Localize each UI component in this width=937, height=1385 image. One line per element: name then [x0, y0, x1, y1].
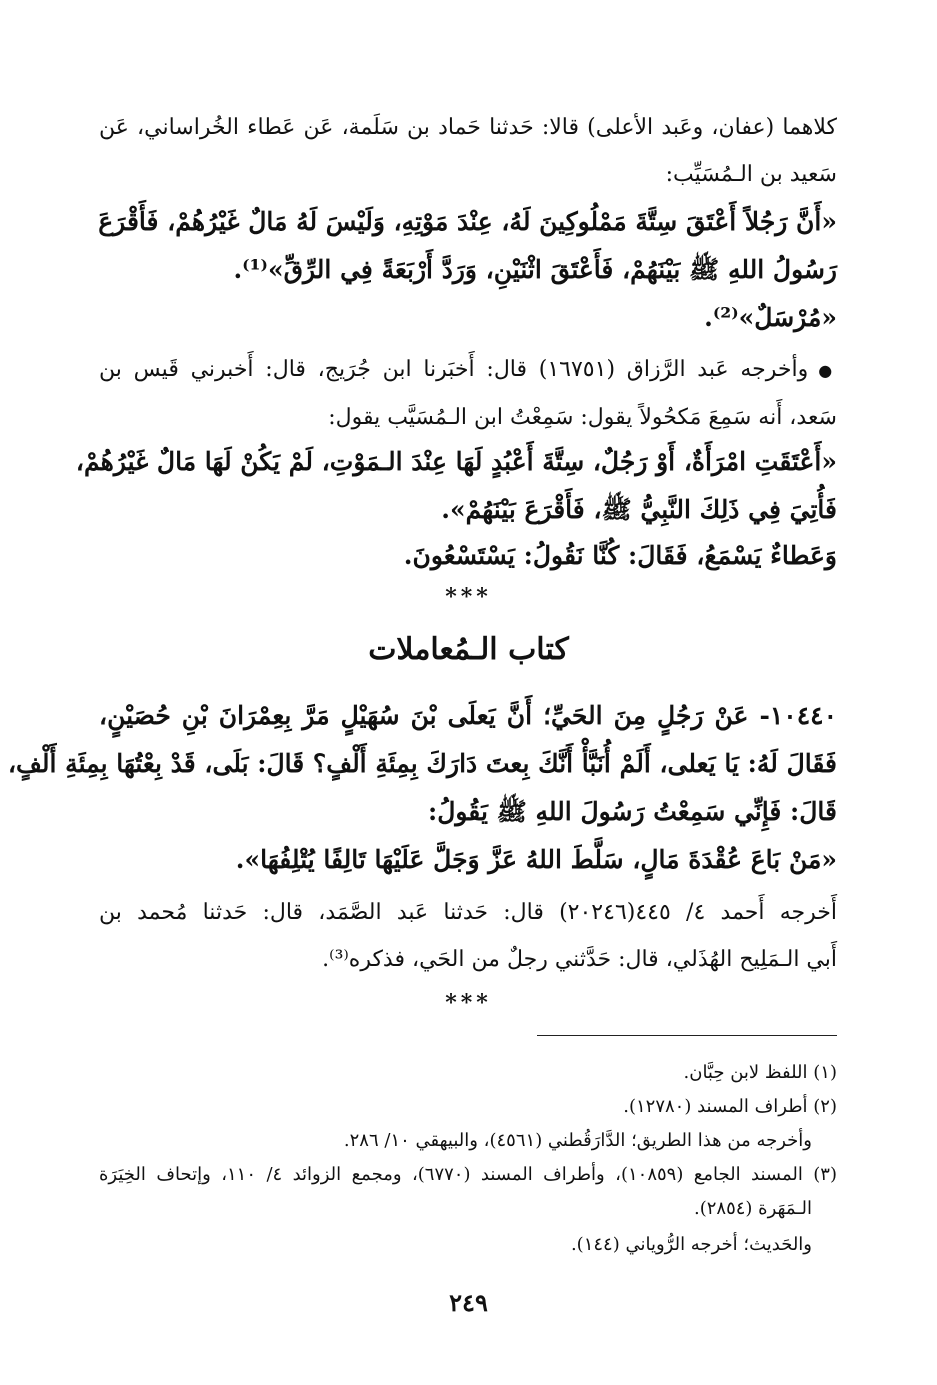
- hadith-text-line: «مَنْ بَاعَ عُقْدَةَ مَالٍ، سَلَّطَ اللهُ عَزَّ وَجَلَّ عَلَيْهَا تَالِفًا يُتْلِفُهَا».: [235, 845, 837, 874]
- hadith-text-line: فَقَالَ لَهُ: يَا يَعلى، أَلَمْ أُنَبَّأْ أَنَّكَ بِعتَ دَارَكَ بِمِئَةِ أَلْفٍ؟ قَالَ: بَلَى، قَدْ بِعْتُهَا بِمِئَةِ أَلْفٍ،: [7, 749, 837, 778]
- hadith-text-line: «أَنَّ رَجُلاً أَعْتَقَ سِتَّةَ مَمْلُوكِينَ لَهُ، عِنْدَ مَوْتِهِ، وَلَيْسَ لَهُ مَالٌ غَيْرُهُمْ، فَأَقْرَعَ: [98, 207, 837, 236]
- takhrij-line: أَخرجه أَحمد ٤/ ٤٤٥(٢٠٢٤٦) قال: حَدثنا عَبد الصَّمَد، قال: حَدثنا مُحمد بن: [99, 900, 838, 925]
- footnote: الـمَهَرة (٢٨٥٤).: [694, 1198, 812, 1219]
- hadith-text-line: فَأُتِيَ فِي ذَلِكَ النَّبِيُّ ﷺ، فَأَقْرَعَ بَيْنَهُمْ».: [441, 495, 837, 524]
- hadith-text-line: «مُرْسَلٌ»⁽²⁾.: [704, 303, 837, 332]
- hadith-text-line: قَالَ: فَإِنِّي سَمِعْتُ رَسُولَ اللهِ ﷺ يَقُولُ:: [427, 797, 837, 826]
- isnad-line: سَعيد بن الـمُسَيِّب:: [665, 162, 837, 187]
- hadith-text-line: ١٠٤٤٠- عَنْ رَجُلٍ مِنَ الحَيِّ؛ أَنَّ يَعلَى بْنَ سُهَيْلٍ مَرَّ بِعِمْرَانَ بْنِ حُصَيْنٍ،: [99, 701, 837, 730]
- takhrij-line: أَبي الـمَلِيح الهُذَلي، قال: حَدَّثني رجلٌ من الحَي، فذكره⁽³⁾.: [322, 947, 837, 972]
- isnad-line: كلاهما (عفان، وعَبد الأعلى) قالا: حَدثنا حَماد بن سَلَمة، عَن عَطاء الخُراساني، عَن: [99, 115, 837, 140]
- bullet-icon: ●: [818, 361, 837, 380]
- footnote: (٢) أطراف المسند (١٢٧٨٠).: [623, 1096, 837, 1117]
- footnote: والحَديث؛ أخرجه الرُّوياني (١٤٤).: [570, 1234, 812, 1255]
- footnote: وأخرجه من هذا الطريق؛ الدَّارَقُطني (٤٥٦١)، والبيهقي ١٠/ ٢٨٦.: [343, 1130, 812, 1151]
- takhrij-line: [99, 350, 837, 390]
- hadith-text-line: «أَعْتَقَتِ امْرَأَةٌ، أَوْ رَجُلٌ، سِتَّةَ أَعْبُدٍ لَهَا عِنْدَ الـمَوْتِ، لَمْ يَكُنْ لَهَا مَالٌ غَيْرُهُمْ،: [75, 447, 837, 476]
- footnote-divider: [537, 1035, 837, 1036]
- hadith-text-line: رَسُولُ اللهِ ﷺ بَيْنَهُمْ، فَأَعْتَقَ اثْنَيْنِ، وَرَدَّ أَرْبَعَةً فِي الرِّقِّ»⁽¹⁾.: [233, 255, 837, 284]
- hadith-text-line: وَعَطاءٌ يَسْمَعُ، فَقَالَ: كُنَّا نَقُولُ: يَسْتَسْعُونَ.: [403, 541, 837, 570]
- takhrij-text: وأخرجه عَبد الرَّزاق (١٦٧٥١) قال: أَخبَرنا ابن جُرَيج، قال: أَخبرني قَيس بن: [99, 357, 809, 382]
- takhrij-line: سَعد، أَنه سَمِعَ مَكحُولاً يقول: سَمِعْتُ ابن الـمُسَيَّب يقول:: [328, 405, 837, 430]
- chapter-heading: كتاب الـمُعاملات: [368, 632, 569, 667]
- section-separator: ***: [445, 584, 492, 610]
- page-number: ٢٤٩: [449, 1288, 488, 1317]
- footnote: (١) اللفظ لابن حِبَّان.: [683, 1062, 837, 1083]
- section-separator: ***: [445, 990, 492, 1016]
- footnote: (٣) المسند الجامع (١٠٨٥٩)، وأطراف المسند (٦٧٧٠)، ومجمع الزوائد ٤/ ١١٠، وإتحاف الخِيَرَة: [99, 1164, 837, 1185]
